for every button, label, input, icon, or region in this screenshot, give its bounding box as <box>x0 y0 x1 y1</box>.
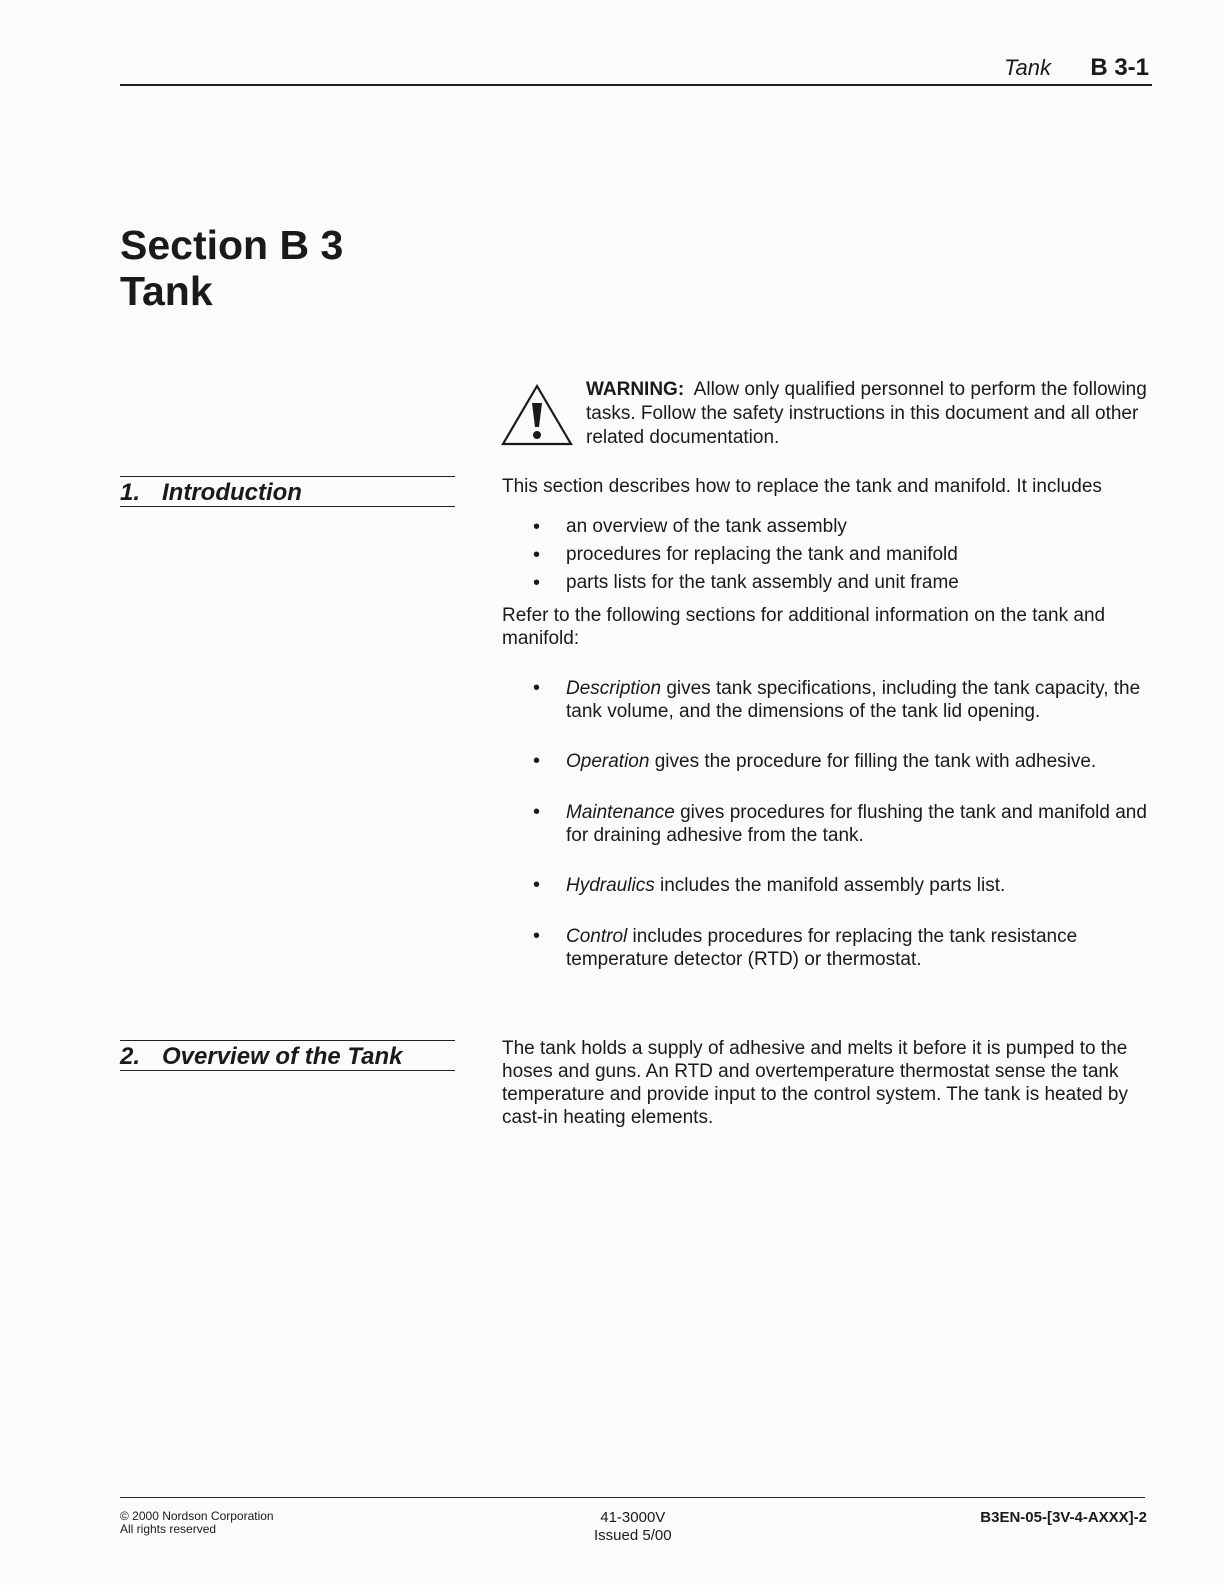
section-title <box>120 222 343 314</box>
list-item: • an overview of the tank assembly <box>502 513 1152 541</box>
rights-text: All rights reserved <box>120 1522 217 1536</box>
reference-term: Description <box>566 678 662 699</box>
list-item: • parts lists for the tank assembly and unit frame <box>502 569 1152 597</box>
reference-text: gives procedures for flushing the tank and manifold and for draining adhesive from the tank. <box>566 802 1147 846</box>
footer-copyright <box>120 1510 274 1536</box>
copyright-text: © 2000 Nordson Corporation <box>120 1509 274 1523</box>
issue-date: Issued 5/00 <box>594 1527 672 1544</box>
introduction-lead: This section describes how to replace the tank and manifold. It includes <box>502 476 1102 497</box>
part-number: 41-3000V <box>600 1509 666 1526</box>
reference-item-operation <box>502 750 1152 773</box>
reference-term: Operation <box>566 751 650 772</box>
running-title: Tank <box>1004 55 1051 80</box>
footer-rule <box>120 1497 1145 1498</box>
warning-label: WARNING: <box>586 379 685 400</box>
reference-item-maintenance <box>502 801 1152 847</box>
reference-list <box>502 677 1152 971</box>
reference-item-control <box>502 925 1152 971</box>
reference-item-hydraulics <box>502 874 1152 897</box>
reference-text: includes procedures for replacing the tank resistance temperature detector (RTD) or thermostat. <box>566 926 1078 970</box>
footer-doc-code: B3EN-05-[3V-4-AXXX]-2 <box>980 1509 1147 1526</box>
warning-message <box>586 378 1166 450</box>
list-item: • procedures for replacing the tank and manifold <box>502 541 1152 569</box>
reference-text: gives the procedure for filling the tank with adhesive. <box>654 751 1097 772</box>
reference-text: gives tank specifications, including the tank capacity, the tank volume, and the dimensions of the tank lid opening. <box>566 678 1141 722</box>
heading-introduction-number: 1. <box>120 479 141 506</box>
heading-overview-text: Overview of the Tank <box>162 1043 403 1070</box>
footer-part-info <box>594 1509 672 1545</box>
reference-term: Hydraulics <box>566 875 655 896</box>
warning-text: Allow only qualified personnel to perform the following tasks. Follow the safety instructions in this document and all other related documentation. <box>586 379 1147 448</box>
reference-term: Control <box>566 926 628 947</box>
introduction-bullet-list <box>502 513 1152 597</box>
overview-paragraph: The tank holds a supply of adhesive and melts it before it is pumped to the hoses and guns. An RTD and overtemperature thermostat sense the tank temperature and provide input to the control system. The tank is heated by cast-in heating elements. <box>502 1038 1128 1128</box>
reference-term: Maintenance <box>566 802 675 823</box>
page-number: B 3-1 <box>1090 54 1149 81</box>
section-title-line1: Section B 3 <box>120 222 344 268</box>
heading-overview <box>120 1040 455 1071</box>
introduction-refer: Refer to the following sections for additional information on the tank and manifold: <box>502 605 1106 649</box>
warning-triangle-icon <box>500 383 574 447</box>
reference-text: includes the manifold assembly parts list. <box>659 875 1006 896</box>
heading-overview-number: 2. <box>120 1043 141 1070</box>
section-title-line2: Tank <box>120 268 213 314</box>
header-rule <box>120 84 1152 86</box>
heading-introduction <box>120 476 455 507</box>
heading-introduction-text: Introduction <box>162 479 302 506</box>
reference-item-description <box>502 677 1152 723</box>
